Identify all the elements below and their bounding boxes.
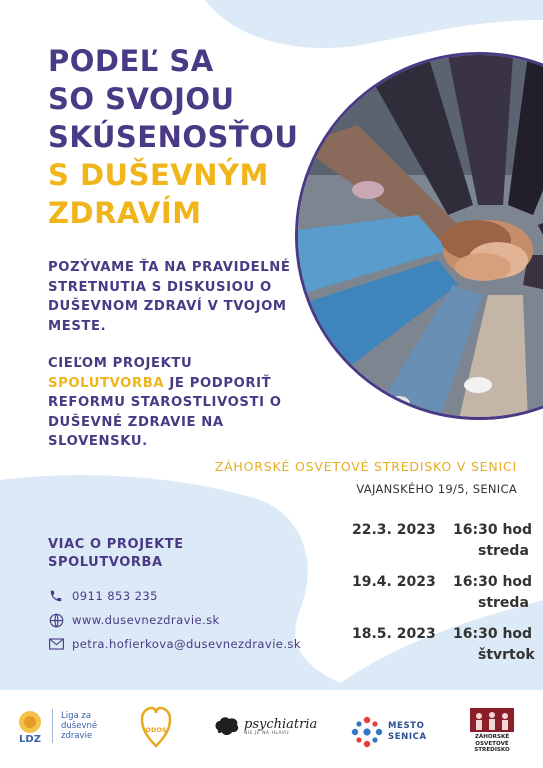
meeting-time: 16:30 hod xyxy=(453,522,533,538)
more-info-heading-1: VIAC O PROJEKTE xyxy=(48,537,184,552)
ldz-name-line-3: zdravie xyxy=(61,731,93,741)
contact-block xyxy=(48,536,301,656)
web-contact[interactable] xyxy=(48,608,301,632)
meeting-date: 18.5. 2023 xyxy=(352,626,436,642)
schedule-row xyxy=(352,522,532,574)
odos-heart-icon xyxy=(140,706,172,748)
logo-divider xyxy=(52,709,53,743)
goal-start: CIEĽOM PROJEKTU xyxy=(48,356,193,371)
psychiatria-tagline: NIE JE NA HLAVU xyxy=(244,731,290,736)
psychiatria-logo xyxy=(214,716,317,738)
zos-line-3: STREDISKO xyxy=(474,747,510,754)
goal-end: JE PODPORIŤ REFORMU STAROSTLIVOSTI O DUŠEVNÉ ZDRAVIE NA SLOVENSKU. xyxy=(48,375,282,449)
zos-line-2: OSVETOVÉ xyxy=(475,740,509,747)
zos-people-icon xyxy=(470,708,514,732)
project-goal-paragraph xyxy=(48,354,293,452)
brain-icon xyxy=(214,716,240,738)
organizer-address: VAJANSKÉHO 19/5, SENICA xyxy=(356,482,517,496)
intro-text xyxy=(48,258,293,452)
headline-line-1: PODEĽ SA xyxy=(48,44,214,78)
globe-icon xyxy=(48,612,64,628)
meeting-date: 19.4. 2023 xyxy=(352,574,436,590)
headline-line-4: S DUŠEVNÝM xyxy=(48,158,269,192)
schedule-row xyxy=(352,574,532,626)
mesto-senica-dots-icon xyxy=(351,716,383,748)
project-name-highlight: SPOLUTVORBA xyxy=(48,375,165,391)
organizer-name: ZÁHORSKÉ OSVETOVÉ STREDISKO V SENICI xyxy=(214,459,517,474)
headline-line-2: SO SVOJOU xyxy=(48,82,235,116)
envelope-icon xyxy=(48,636,64,652)
mesto-line-2: SENICA xyxy=(388,732,427,742)
ldz-name-line-1: Liga za xyxy=(61,711,92,721)
mesto-line-1: MESTO xyxy=(388,721,425,731)
svg-text:ODOS: ODOS xyxy=(145,726,167,734)
headline-line-3: SKÚSENOSŤOU xyxy=(48,120,299,154)
more-info-heading-2: SPOLUTVORBA xyxy=(48,555,163,570)
meeting-time: 16:30 hod xyxy=(453,574,533,590)
invitation-paragraph: POZÝVAME ŤA NA PRAVIDELNÉ STRETNUTIA S DISKUSIOU O DUŠEVNOM ZDRAVÍ V TVOJOM MESTE. xyxy=(48,260,291,334)
meeting-date: 22.3. 2023 xyxy=(352,522,436,538)
phone-icon xyxy=(48,588,64,604)
phone-number: 0911 853 235 xyxy=(72,589,158,603)
meeting-schedule xyxy=(352,522,535,678)
organizer-block xyxy=(215,459,517,496)
svg-text:LDZ: LDZ xyxy=(19,734,41,744)
headline-line-5: ZDRAVÍM xyxy=(48,196,202,230)
ldz-icon xyxy=(14,708,46,744)
meeting-day: štvrtok xyxy=(478,647,535,663)
meeting-day: streda xyxy=(478,543,529,559)
psychiatria-word: psychiatria xyxy=(244,717,318,732)
mesto-senica-logo xyxy=(351,716,427,748)
email-link[interactable]: petra.hofierkova@dusevnezdravie.sk xyxy=(72,637,301,651)
odos-logo xyxy=(140,706,172,748)
schedule-row xyxy=(352,626,535,678)
ldz-name-line-2: duševné xyxy=(61,721,98,731)
partner-logos xyxy=(0,690,543,768)
ldz-name xyxy=(61,711,97,741)
email-contact[interactable] xyxy=(48,632,301,656)
zos-logo xyxy=(470,708,514,754)
mesto-senica-text xyxy=(388,721,427,743)
zos-line-1: ZÁHORSKÉ xyxy=(474,734,510,740)
zos-text xyxy=(474,734,510,754)
website-link[interactable]: www.dusevnezdravie.sk xyxy=(72,613,220,627)
meeting-day: streda xyxy=(478,595,529,611)
headline xyxy=(48,42,298,232)
meeting-time: 16:30 hod xyxy=(453,626,533,642)
ldz-logo xyxy=(14,708,97,744)
phone-contact[interactable] xyxy=(48,584,301,608)
psychiatria-text xyxy=(244,718,317,736)
